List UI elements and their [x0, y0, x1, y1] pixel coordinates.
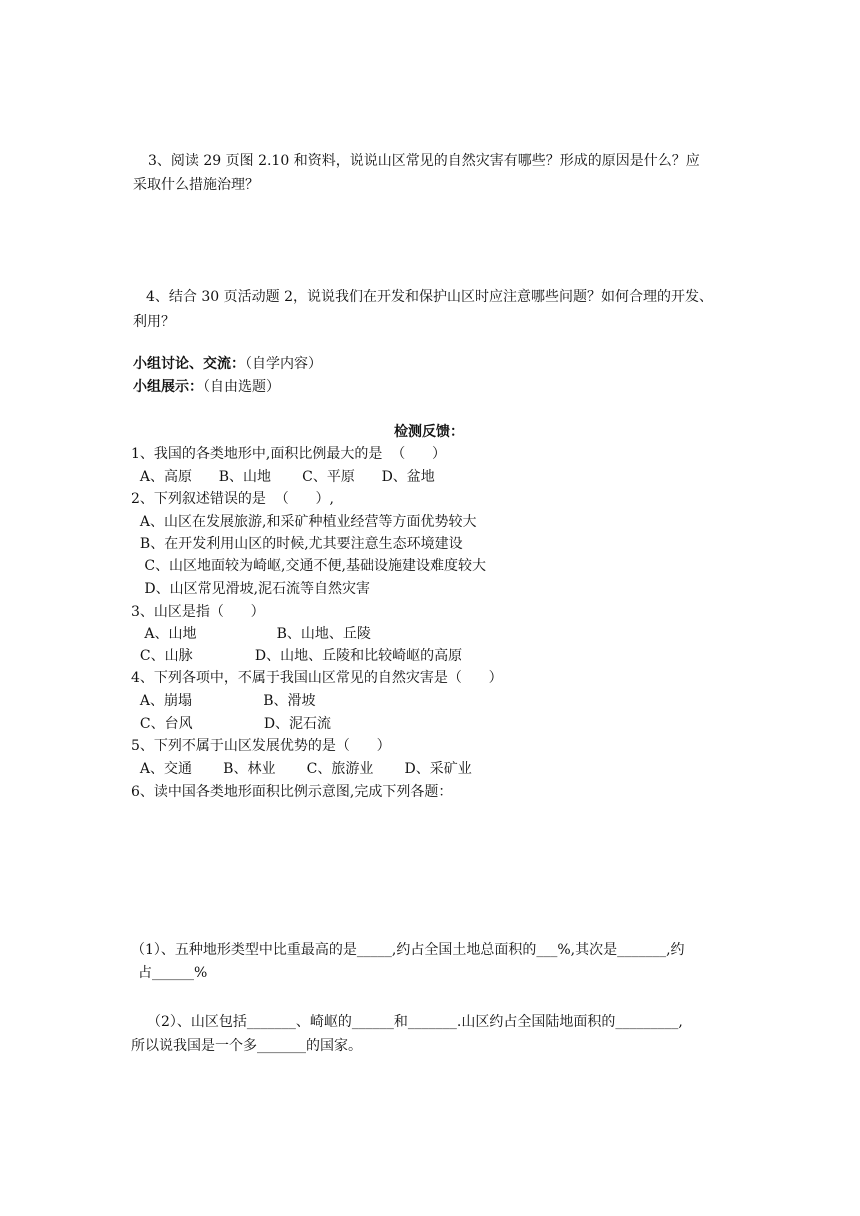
- group-discussion-row: [133, 355, 322, 373]
- mc-q5-stem: 5、下列不属于山区发展优势的是（ ）: [131, 738, 391, 754]
- group-show-note: （自由选题）: [203, 379, 280, 395]
- mc-q2-option-d: D、山区常见滑坡,泥石流等自然灾害: [131, 581, 371, 597]
- fill-p1-line2: 占______%: [138, 965, 208, 981]
- q3-text-line1: 3、阅读 29 页图 2.10 和资料，说说山区常见的自然灾害有哪些？形成的原因是什么？应: [148, 153, 700, 169]
- mc-q2-stem: 2、下列叙述错误的是 （ ）,: [131, 491, 334, 507]
- mc-q4-stem: 4、下列各项中，不属于我国山区常见的自然灾害是（ ）: [131, 670, 503, 686]
- mc-q4-options-row1: A、崩塌 B、滑坡: [131, 693, 316, 709]
- fill-p2-line1: （2）、山区包括_______、崎岖的______和_______.山区约占全国陆地面积的_________,: [147, 1014, 683, 1030]
- mc-q2-option-a: A、山区在发展旅游,和采矿种植业经营等方面优势较大: [131, 514, 477, 530]
- mc-q2-option-c: C、山区地面较为崎岖,交通不便,基础设施建设难度较大: [131, 558, 486, 574]
- mc-q3-options-row2: C、山脉 D、山地、丘陵和比较崎岖的高原: [131, 648, 463, 664]
- group-discussion-label: 小组讨论、交流：: [133, 356, 245, 372]
- mc-q1-options: A、高原 B、山地 C、平原 D、盆地: [131, 469, 435, 485]
- mc-q1-stem: 1、我国的各类地形中,面积比例最大的是 （ ）: [131, 446, 446, 462]
- q4-text-line1: 4、结合 30 页活动题 2，说说我们在开发和保护山区时应注意哪些问题？如何合理的开发、: [146, 289, 713, 305]
- mc-q6-stem: 6、读中国各类地形面积比例示意图,完成下列各题：: [131, 784, 453, 800]
- fill-p1-line1: （1）、五种地形类型中比重最高的是_____,约占全国土地总面积的___%,其次是_______,约: [131, 942, 685, 958]
- mc-q5-options: A、交通 B、林业 C、旅游业 D、采矿业: [131, 761, 472, 777]
- mc-q4-options-row2: C、台风 D、泥石流: [131, 716, 332, 732]
- feedback-heading: 检测反馈：: [394, 424, 464, 440]
- group-show-row: [133, 378, 280, 396]
- mc-q3-options-row1: A、山地 B、山地、丘陵: [131, 626, 371, 642]
- group-show-label: 小组展示：: [133, 379, 203, 395]
- mc-q2-option-b: B、在开发利用山区的时候,尤其要注意生态环境建设: [131, 536, 463, 552]
- fill-p2-line2: 所以说我国是一个多_______的国家。: [131, 1038, 362, 1054]
- q4-text-line2: 利用？: [133, 314, 175, 330]
- group-discussion-note: （自学内容）: [245, 356, 322, 372]
- q3-text-line2: 采取什么措施治理？: [133, 177, 259, 193]
- mc-q3-stem: 3、山区是指（ ）: [131, 604, 265, 620]
